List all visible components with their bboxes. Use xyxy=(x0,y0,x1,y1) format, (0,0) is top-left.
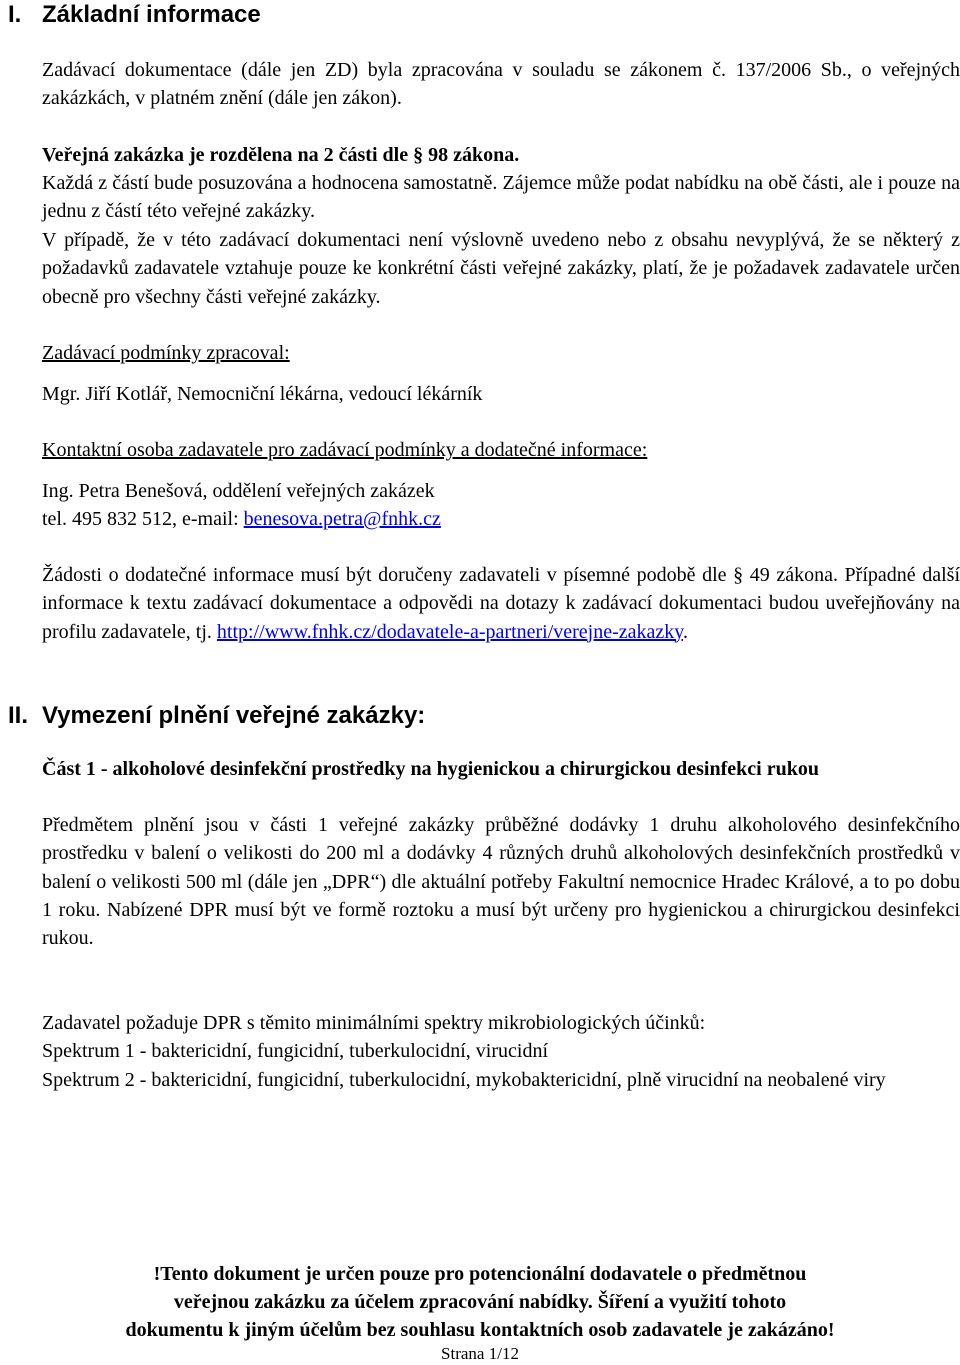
page-number: Strana 1/12 xyxy=(441,1344,519,1363)
part-1-heading: Část 1 - alkoholové desinfekční prostředky na hygienickou a chirurgickou desinfekci rukou xyxy=(42,758,819,780)
section-2-number: II. xyxy=(8,702,29,729)
spectrum-1: Spektrum 1 - baktericidní, fungicidní, tuberkulocidní, virucidní xyxy=(42,1040,549,1062)
contact-phone-email xyxy=(42,505,960,533)
author-heading: Zadávací podmínky zpracoval: xyxy=(42,342,290,364)
warning-line-1: !Tento dokument je určen pouze pro potencionální dodavatele o předmětnou xyxy=(153,1263,807,1285)
spectrum-2: Spektrum 2 - baktericidní, fungicidní, tuberkulocidní, mykobaktericidní, plně virucidní na neobalené viry xyxy=(42,1069,886,1091)
distribution-warning xyxy=(0,1260,960,1344)
additional-info-text: Žádosti o dodatečné informace musí být doručeny zadavateli v písemné podobě dle § 49 zákona. Případné další informace k textu zadávací dokumentace a odpovědi na dotazy k zadávací dokumentaci budou uveřejňovány na profilu zadavatele, tj. xyxy=(42,564,960,643)
buyer-profile-link[interactable]: http://www.fnhk.cz/dodavatele-a-partneri/verejne-zakazky xyxy=(216,620,683,643)
separate-evaluation-paragraph: Každá z částí bude posuzována a hodnocena samostatně. Zájemce může podat nabídku na obě části, ale i pouze na jednu z částí této veřejné zakázky. xyxy=(42,172,960,223)
section-2-heading xyxy=(8,701,425,731)
section-1-title: Základní informace xyxy=(42,1,261,28)
section-2-title: Vymezení plnění veřejné zakázky: xyxy=(42,702,426,729)
section-1-heading xyxy=(8,0,261,30)
contact-heading: Kontaktní osoba zadavatele pro zadávací podmínky a dodatečné informace: xyxy=(42,439,648,461)
section-1-number: I. xyxy=(8,1,22,28)
author-line: Mgr. Jiří Kotlář, Nemocniční lékárna, vedoucí lékárník xyxy=(42,383,483,405)
additional-info-paragraph xyxy=(42,561,960,646)
general-requirement-paragraph: V případě, že v této zadávací dokumentaci není výslovně uvedeno nebo z obsahu nevyplývá, že se některý z požadavků zadavatele vztahuje pouze ke konkrétní části veřejné zakázky, platí, že je požadavek zadavatele určen obecně pro všechny části veřejné zakázky. xyxy=(42,229,960,308)
spectra-intro: Zadavatel požaduje DPR s těmito minimálními spektry mikrobiologických účinků: xyxy=(42,1012,706,1034)
part-1-description: Předmětem plnění jsou v části 1 veřejné zakázky průběžné dodávky 1 druhu alkoholového desinfekčního prostředku v balení o velikosti do 200 ml a dodávky 4 různých druhů alkoholových desinfekčních prostředků v balení o velikosti 500 ml (dále jen „DPR“) dle aktuální potřeby Fakultní nemocnice Hradec Králové, a to po dobu 1 roku. Nabízené DPR musí být ve formě roztoku a musí být určeny pro hygienickou a chirurgickou desinfekci rukou. xyxy=(42,814,960,950)
warning-line-3: dokumentu k jiným účelům bez souhlasu kontaktních osob zadavatele je zakázáno! xyxy=(125,1319,835,1341)
contact-email-link[interactable]: benesova.petra@fnhk.cz xyxy=(243,508,441,530)
profile-link-suffix: . xyxy=(683,620,688,643)
contact-phone: tel. 495 832 512, e-mail: xyxy=(42,508,244,530)
contact-name: Ing. Petra Benešová, oddělení veřejných zakázek xyxy=(42,480,435,502)
intro-paragraph: Zadávací dokumentace (dále jen ZD) byla zpracována v souladu se zákonem č. 137/2006 Sb., o veřejných zakázkách, v platném znění (dále jen zákon). xyxy=(42,59,960,110)
parts-division-statement: Veřejná zakázka je rozdělena na 2 části dle § 98 zákona. xyxy=(42,144,520,166)
warning-line-2: veřejnou zakázku za účelem zpracování nabídky. Šíření a využití tohoto xyxy=(173,1291,787,1313)
